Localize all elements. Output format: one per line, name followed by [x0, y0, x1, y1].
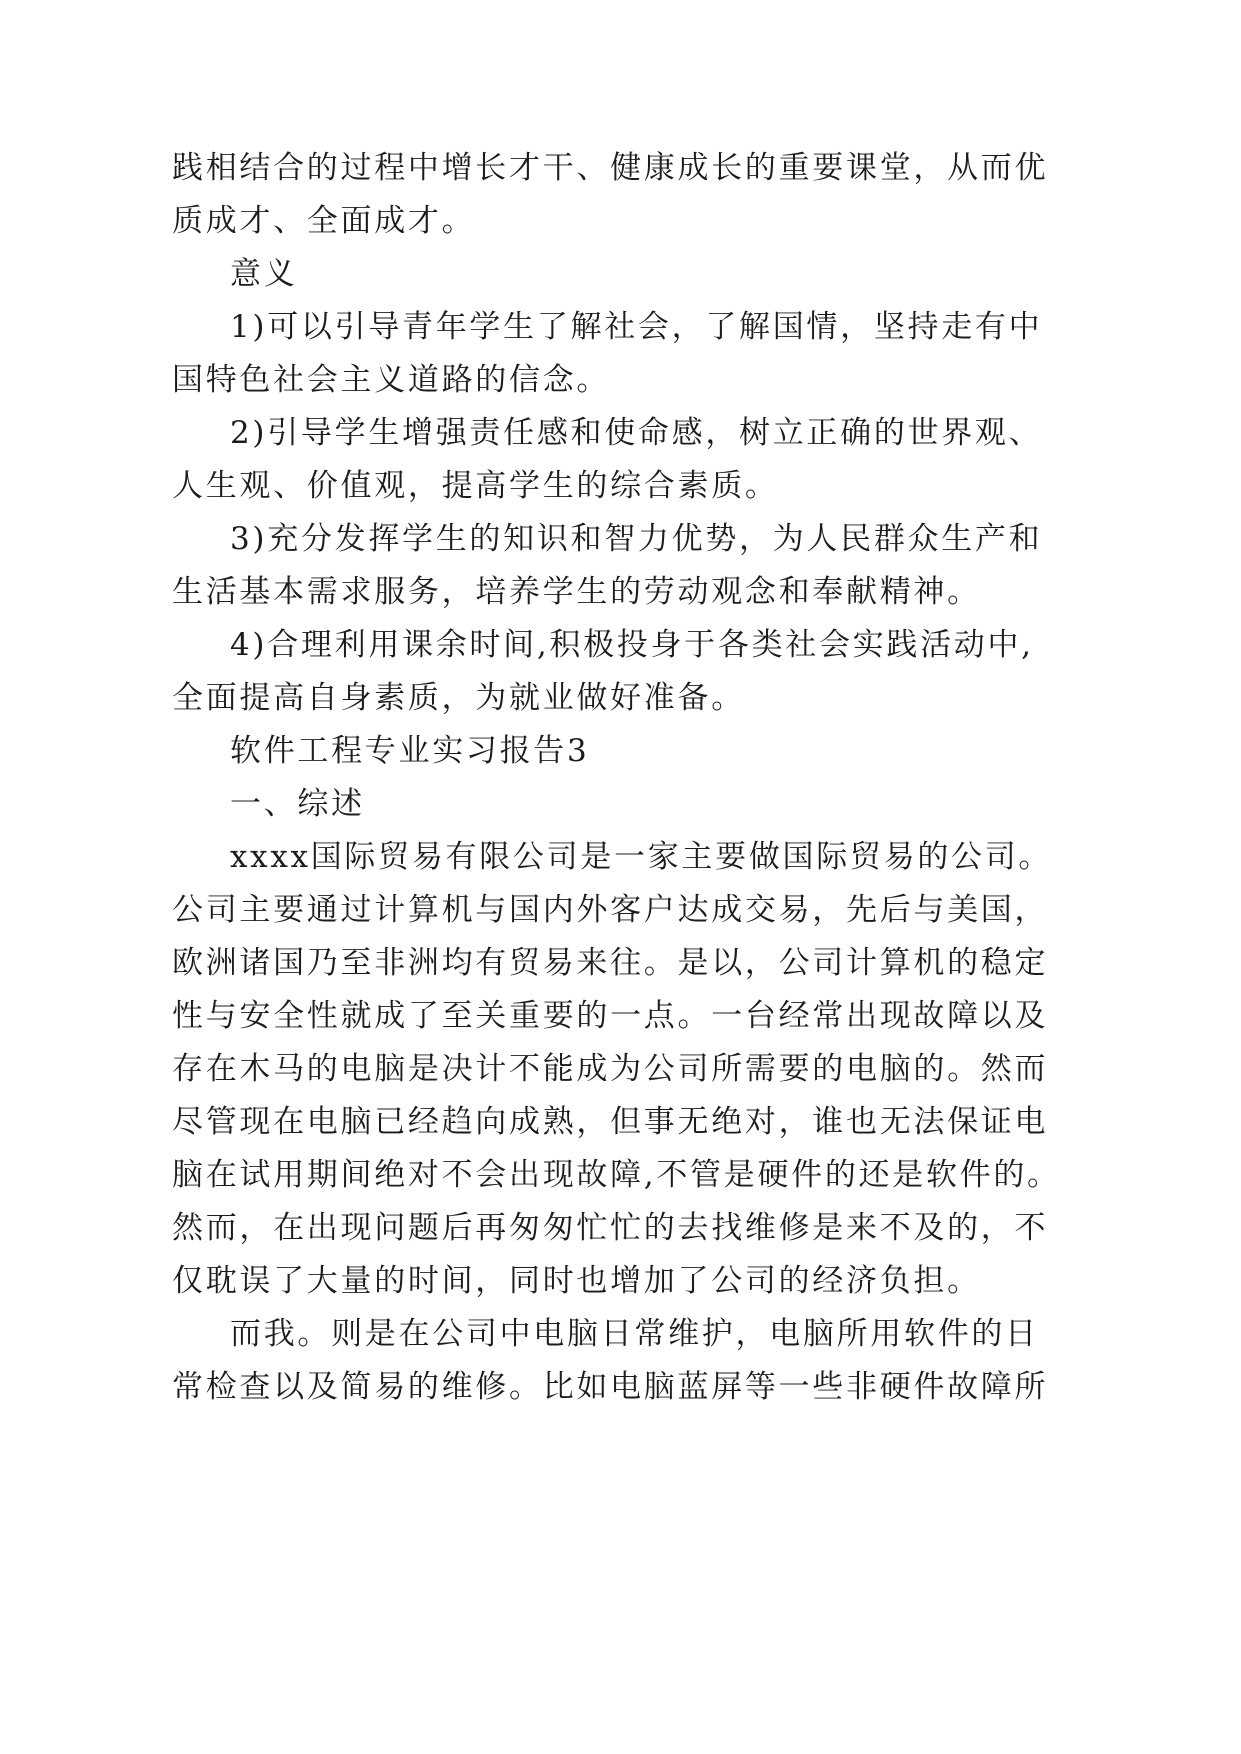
body-text-line: 全面提高自身素质，为就业做好准备。 [172, 680, 745, 716]
report-title: 软件工程专业实习报告3 [230, 733, 590, 769]
body-text-line: 存在木马的电脑是决计不能成为公司所需要的电脑的。然而 [172, 1051, 1049, 1087]
section-heading: 意义 [230, 256, 298, 292]
body-text-line: 脑在试用期间绝对不会出现故障,不管是硬件的还是软件的。 [172, 1157, 1061, 1193]
body-text-line: xxxx国际贸易有限公司是一家主要做国际贸易的公司。 [230, 839, 1053, 875]
body-text-line: 践相结合的过程中增长才干、健康成长的重要课堂，从而优 [172, 150, 1049, 186]
body-text-line: 3)充分发挥学生的知识和智力优势，为人民群众生产和 [230, 521, 1043, 557]
body-text-line: 尽管现在电脑已经趋向成熟，但事无绝对，谁也无法保证电 [172, 1104, 1049, 1140]
section-heading: 一、综述 [230, 786, 365, 822]
body-text-line: 生活基本需求服务，培养学生的劳动观念和奉献精神。 [172, 574, 981, 610]
body-text-line: 公司主要通过计算机与国内外客户达成交易，先后与美国， [172, 892, 1049, 928]
body-text-line: 而我。则是在公司中电脑日常维护，电脑所用软件的日 [230, 1316, 1039, 1352]
body-text-line: 4)合理利用课余时间,积极投身于各类社会实践活动中, [230, 627, 1034, 663]
body-text-line: 2)引导学生增强责任感和使命感，树立正确的世界观、 [230, 415, 1043, 451]
body-text-line: 常检查以及简易的维修。比如电脑蓝屏等一些非硬件故障所 [172, 1369, 1049, 1405]
body-text-line: 质成才、全面成才。 [172, 203, 476, 239]
body-text-line: 人生观、价值观，提高学生的综合素质。 [172, 468, 779, 504]
body-text-line: 1)可以引导青年学生了解社会，了解国情，坚持走有中 [230, 309, 1043, 345]
body-text-line: 国特色社会主义道路的信念。 [172, 362, 611, 398]
body-text-line: 然而，在出现问题后再匆匆忙忙的去找维修是来不及的，不 [172, 1210, 1049, 1246]
body-text-line: 仅耽误了大量的时间，同时也增加了公司的经济负担。 [172, 1263, 981, 1299]
body-text-line: 欧洲诸国乃至非洲均有贸易来往。是以，公司计算机的稳定 [172, 945, 1049, 981]
body-text-line: 性与安全性就成了至关重要的一点。一台经常出现故障以及 [172, 998, 1049, 1034]
